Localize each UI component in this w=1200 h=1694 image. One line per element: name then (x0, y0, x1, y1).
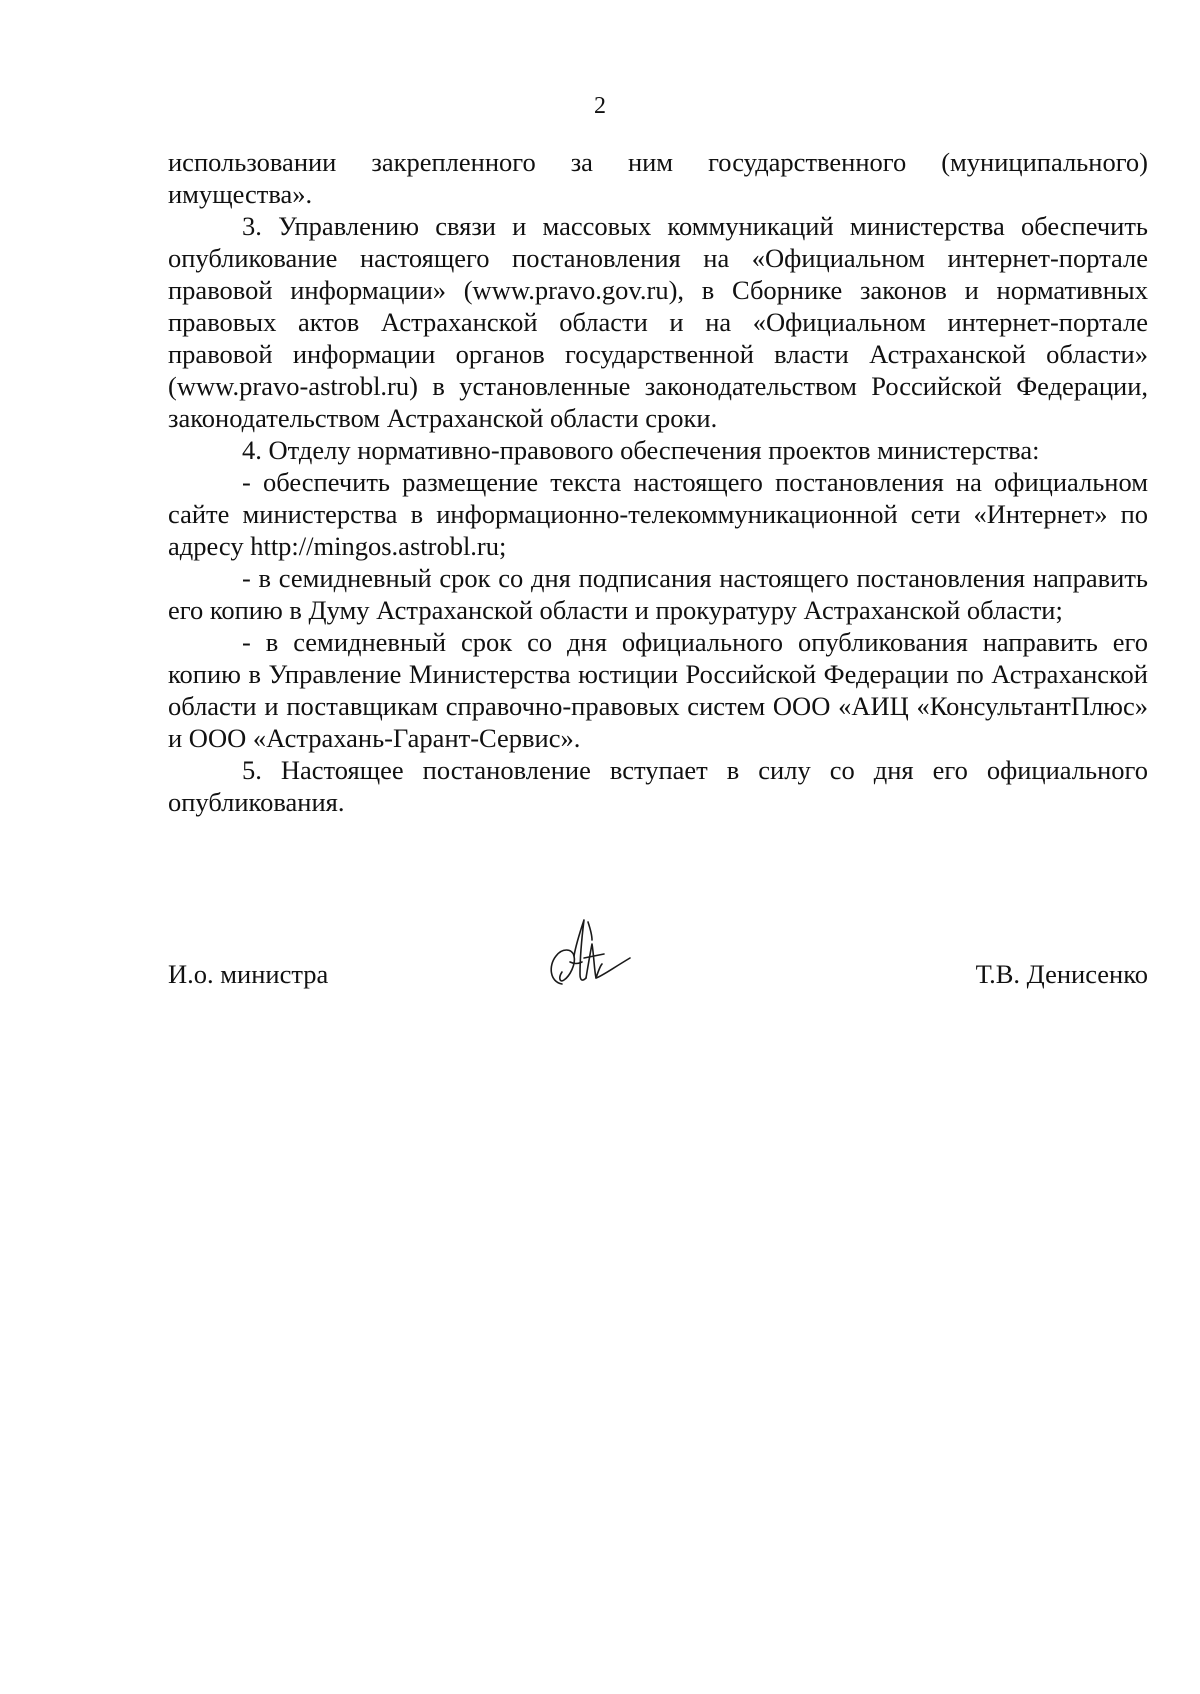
signer-title: И.о. министра (168, 959, 329, 989)
signer-name: Т.В. Денисенко (975, 959, 1148, 989)
paragraph-item-4-sub-2: - в семидневный срок со дня подписания настоящего постановления направить его копию в Думу Астраханской области и прокуратуру Астраханской области; (168, 563, 1148, 625)
paragraph-item-4-sub-1: - обеспечить размещение текста настоящего постановления на официальном сайте министерства в информационно-телекоммуникационной сети «Интернет» по адресу http://mingos.astrobl.ru; (168, 467, 1148, 561)
paragraph-continuation: использовании закрепленного за ним государственного (муниципального) имущества». (168, 147, 1148, 209)
page-number: 2 (594, 93, 606, 119)
signature-block (168, 958, 1148, 1018)
paragraph-item-5: 5. Настоящее постановление вступает в силу со дня его официального опубликования. (168, 755, 1148, 817)
handwritten-signature-icon (540, 914, 632, 990)
document-body (168, 146, 1148, 818)
paragraph-item-3: 3. Управлению связи и массовых коммуникаций министерства обеспечить опубликование настоящего постановления на «Официальном интернет-портале правовой информации» (www.pravo.gov.ru), в Сборнике законов и нормативных правовых актов Астраханской области и на «Официальном интернет-портале правовой информации органов государственной власти Астраханской области» (www.pravo-astrobl.ru) в установленные законодательством Российской Федерации, законодательством Астраханской области сроки. (168, 211, 1148, 433)
paragraph-item-4: 4. Отделу нормативно-правового обеспечения проектов министерства: (242, 435, 1040, 465)
paragraph-item-4-sub-3: - в семидневный срок со дня официального опубликования направить его копию в Управление Министерства юстиции Российской Федерации по Астраханской области и поставщикам справочно-правовых систем ООО «АИЦ «КонсультантПлюс» и ООО «Астрахань-Гарант-Сервис». (168, 627, 1148, 753)
